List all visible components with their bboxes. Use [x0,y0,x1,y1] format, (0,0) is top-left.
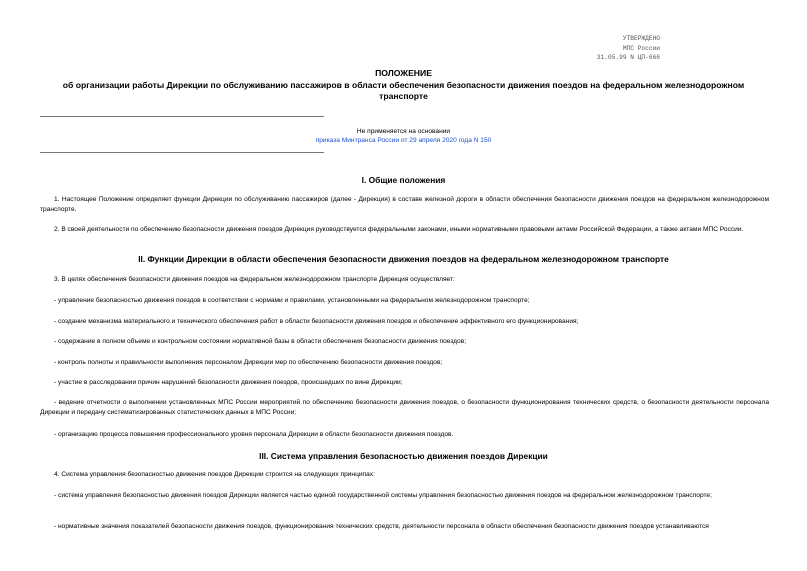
list-item: - создание механизма материального и технического обеспечения работ в области безопасности движения поездов и обеспечение эффективного его функционирования; [54,318,579,325]
list-item: - организацию процесса повышения профессионального уровня персонала Дирекции в области безопасности движения поездов. [54,431,454,438]
section-title-functions: II. Функции Дирекции в области обеспечения безопасности движения поездов на федеральном железнодорожном транспорте [138,254,669,264]
paragraph: 3. В целях обеспечения безопасности движения поездов на федеральном железнодорожном транспорте Дирекция осуществляет: [54,276,455,283]
section-title-general: I. Общие положения [361,175,446,185]
list-item: - участие в расследовании причин нарушений безопасности движения поездов, происшедших по вине Дирекции; [54,379,403,386]
divider-top [40,116,324,117]
paragraph: 1. Настоящее Положение определяет функции Дирекции по обслуживанию пассажиров (далее - Дирекция) в составе железной дороги в области обеспечения безопасности движения поездов на федеральном железнодорожном транспорте. [40,196,769,213]
approval-line-ministry: МПС России [622,44,660,52]
list-item: - система управления безопасностью движения поездов Дирекции является частью единой государственной системы управления безопасностью движения поездов на федеральном железнодорожном транспорте; [54,492,712,499]
document-subtitle: об организации работы Дирекции по обслуживанию пассажиров в области обеспечения безопасности движения поездов на федеральном железнодорожном транспорте [62,79,745,101]
divider-bottom [40,152,324,153]
list-item: - контроль полноты и правильности выполнения персоналом Дирекции мер по обеспечению безопасности движения поездов; [54,359,443,366]
paragraph: 4. Система управления безопасностью движения поездов Дирекции строится на следующих принципах: [54,471,375,478]
approval-line-approved: УТВЕРЖДЕНО [622,35,660,42]
section-title-management-system: III. Система управления безопасностью движения поездов Дирекции [259,451,548,461]
status-note-text: Не применяется на основании [356,128,451,135]
status-note [40,127,767,145]
status-note-link[interactable]: приказа Минтранса России от 29 апреля 2020 года N 150 [315,137,492,144]
document-heading: ПОЛОЖЕНИЕ [375,68,432,78]
list-item: - управление безопасностью движения поездов в соответствии с нормами и правилами, установленными на федеральном железнодорожном транспорте; [54,297,530,304]
approval-stamp [560,34,660,63]
list-item: - нормативные значения показателей безопасности движения поездов, функционирования технических средств, деятельности персонала в области обеспечения безопасности движения поездов устанавливаются [54,523,709,530]
list-item: - ведение отчетности о выполнении установленных МПС России мероприятий по обеспечению безопасности движения поездов, о безопасности функционирования технических средств, о безопасности деятельности персонала Дирекции и передачу систематизированных статистических данных в МПС России; [40,399,769,416]
paragraph: 2. В своей деятельности по обеспечению безопасности движения поездов Дирекция руководствуется федеральными законами, иными нормативными правовыми актами Российской Федерации, а также актами МПС России. [54,226,744,233]
document-title [40,68,767,103]
approval-line-order: 31.05.99 N ЦП-666 [596,54,660,61]
list-item: - содержание в полном объеме и контрольном состоянии нормативной базы в области обеспечения безопасности движения поездов; [54,338,467,345]
